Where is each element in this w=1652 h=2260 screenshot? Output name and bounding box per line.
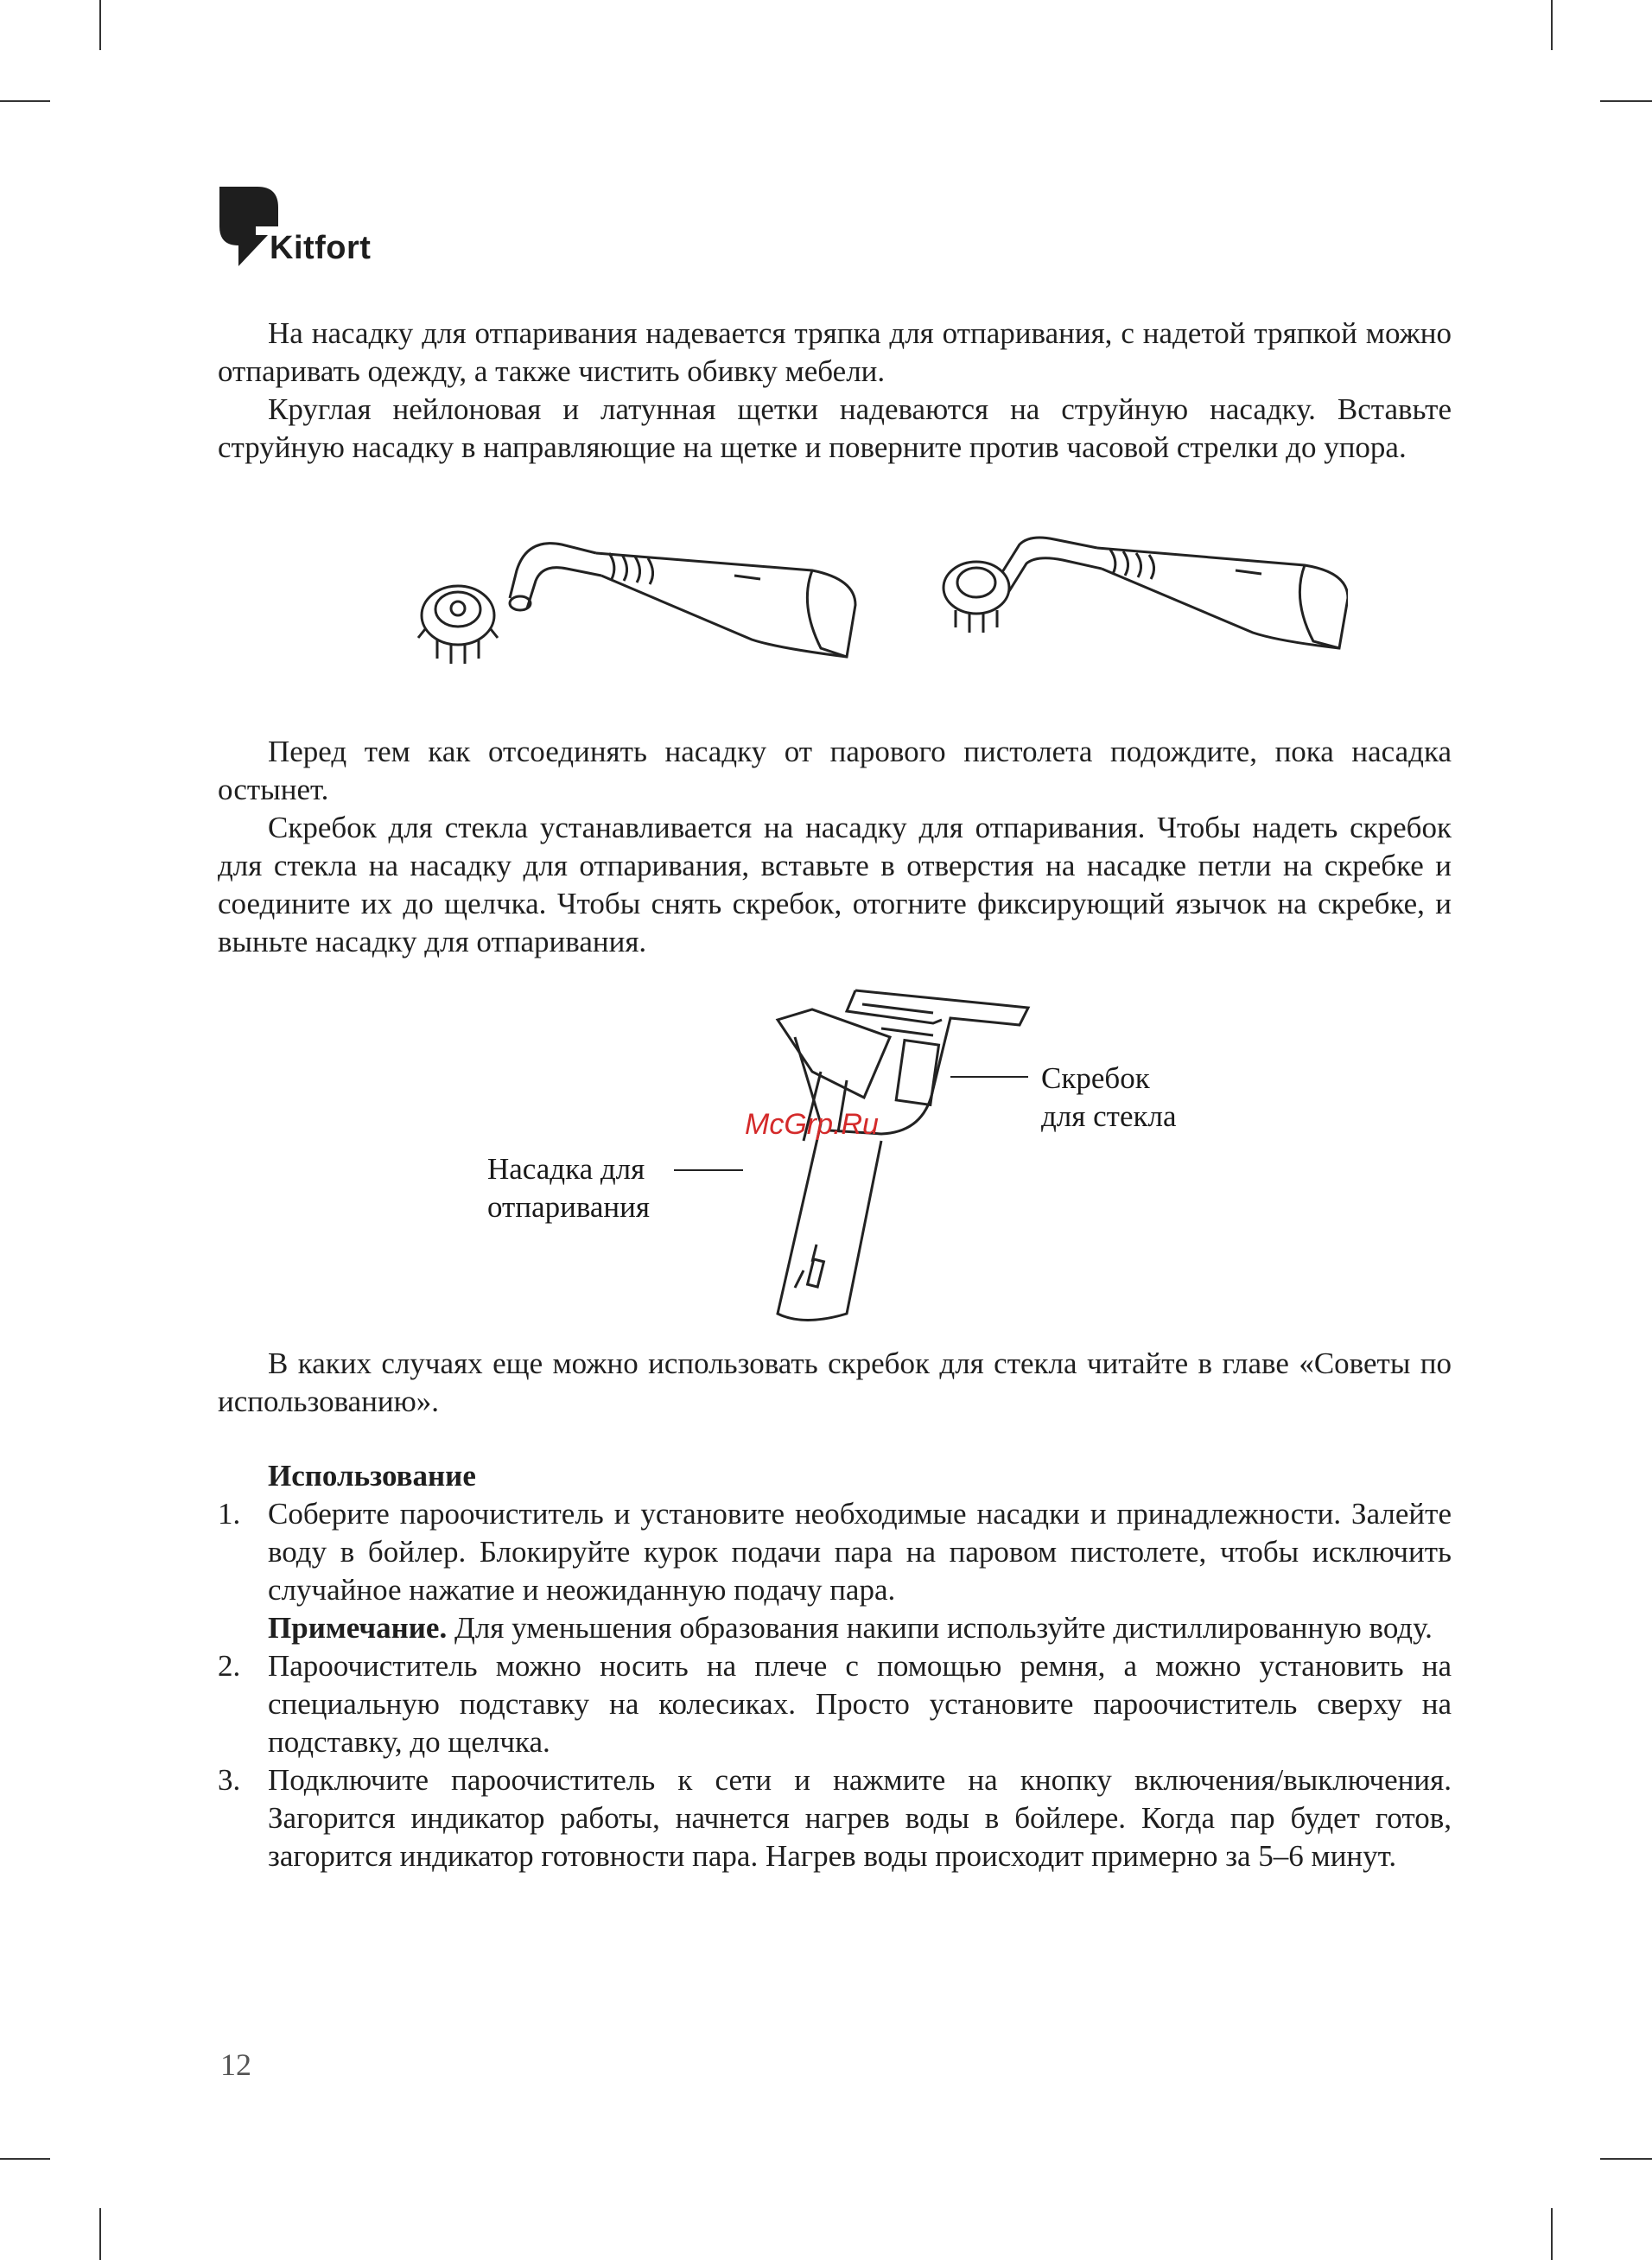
label-nozzle-line1: Насадка для — [487, 1152, 645, 1186]
list-item-number: 2. — [218, 1649, 241, 1683]
list-item-number: 1. — [218, 1497, 241, 1531]
label-scraper-line1: Скребок — [1041, 1061, 1150, 1095]
list-item — [218, 1495, 1452, 1647]
crop-mark — [99, 2208, 101, 2260]
brush-icon — [418, 586, 498, 664]
label-nozzle-line2: отпаривания — [487, 1190, 650, 1224]
crop-mark — [99, 0, 101, 50]
crop-mark — [1551, 0, 1553, 50]
brand-name: Kitfort — [270, 230, 372, 266]
list-item-text: Пароочиститель можно носить на плече с помощью ремня, а можно установить на специальную подставку на колесиках. Просто установите пароочиститель сверху на подставку, до щелчка. — [268, 1649, 1452, 1759]
usage-steps-list — [218, 1495, 1452, 1875]
paragraph-steam-cloth: На насадку для отпаривания надевается тряпка для отпаривания, с надетой тряпкой можно отпаривать одежду, а также чистить обивку мебели. — [218, 316, 1452, 388]
paragraph-cool-down: Перед тем как отсоединять насадку от парового пистолета подождите, пока насадка остынет. — [218, 735, 1452, 806]
paragraph-window-scraper: Скребок для стекла устанавливается на насадку для отпаривания. Чтобы надеть скребок для стекла на насадку для отпаривания, вставьте в отверстия на насадке петли на скребке и соедините их до щелчка. Чтобы снять скребок, отогните фиксирующий язычок на скребке, и выньте насадку для отпаривания. — [218, 811, 1452, 958]
steam-nozzle-icon — [778, 1009, 890, 1321]
paragraph-brushes: Круглая нейлоновая и латунная щетки надеваются на струйную насадку. Вставьте струйную насадку в направляющие на щетке и поверните против часовой стрелки до упора. — [218, 392, 1452, 464]
list-item — [218, 1761, 1452, 1875]
label-scraper-line2: для стекла — [1041, 1099, 1177, 1133]
note-text: Для уменьшения образования накипи используйте дистиллированную воду. — [447, 1611, 1433, 1645]
note-label: Примечание. — [268, 1611, 448, 1645]
list-item — [218, 1647, 1452, 1761]
crop-mark — [1600, 100, 1652, 102]
crop-mark — [1600, 2158, 1652, 2160]
paragraph-tips-reference: В каких случаях еще можно использовать скребок для стекла читайте в главе «Советы по использованию». — [218, 1346, 1452, 1418]
section-heading-usage: Использование — [268, 1459, 476, 1493]
list-item-text: Подключите пароочиститель к сети и нажмите на кнопку включения/выключения. Загорится индикатор работы, начнется нагрев воды в бойлере. Когда пар будет готов, загорится индикатор готовности пара. Нагрев воды происходит примерно за 5–6 минут. — [268, 1763, 1452, 1873]
page-number: 12 — [220, 2047, 251, 2082]
brush-attached-icon — [944, 538, 1348, 648]
scraper-illustration — [674, 985, 1054, 1331]
crop-mark — [1551, 2208, 1553, 2260]
list-item-text: Соберите пароочиститель и установите необходимые насадки и принадлежности. Залейте воду в бойлер. Блокируйте курок подачи пара на паровом пистолете, чтобы исключить случайное нажатие и неожиданную подачу пара. — [268, 1497, 1452, 1607]
jet-nozzle-icon — [510, 544, 855, 657]
crop-mark — [0, 100, 50, 102]
watermark: McGrp.Ru — [745, 1108, 879, 1141]
brush-attachment-illustration — [406, 519, 1348, 700]
crop-mark — [0, 2158, 50, 2160]
list-item-number: 3. — [218, 1763, 241, 1797]
